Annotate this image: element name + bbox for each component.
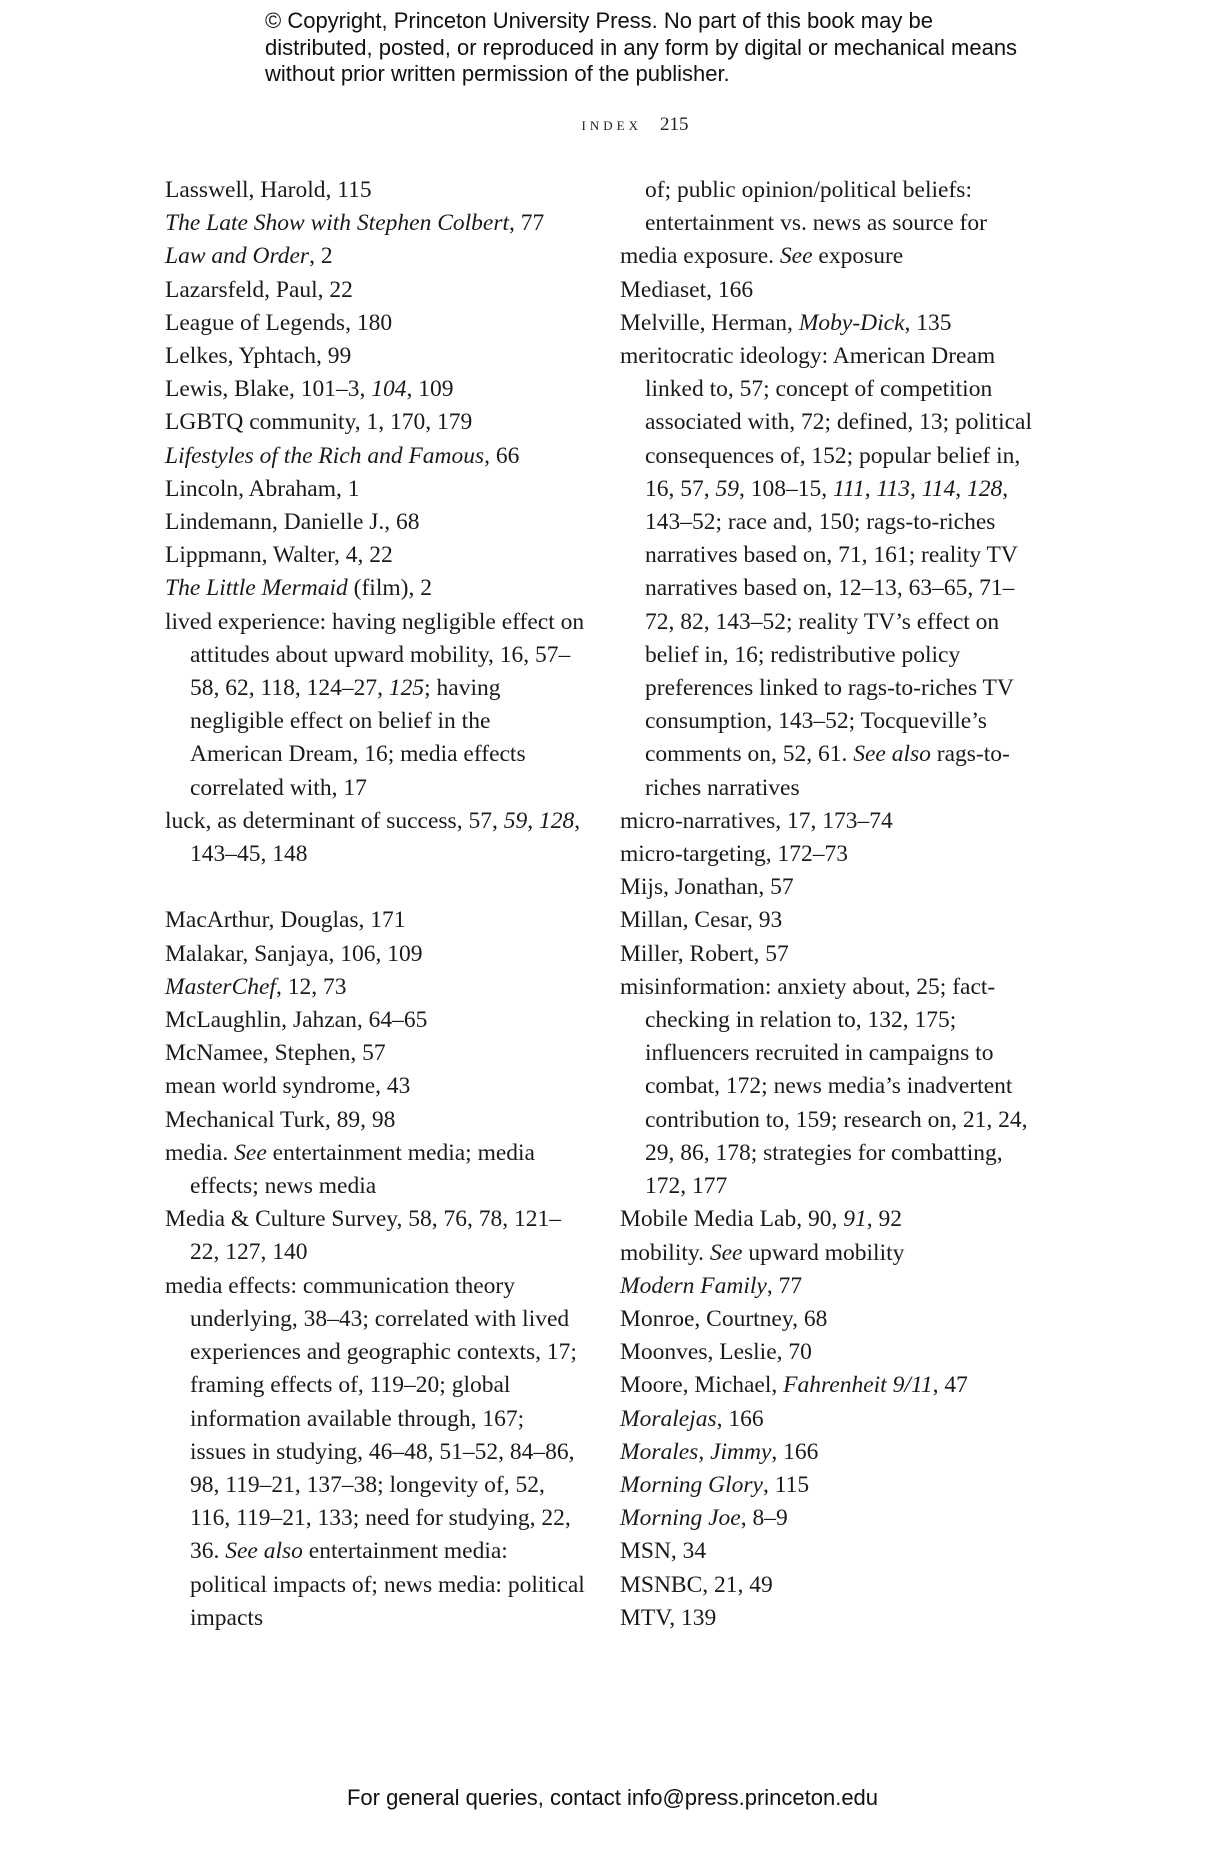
italic-text: The Little Mermaid	[165, 575, 348, 602]
entry-text: entertainment media; media effects; news media	[190, 1139, 535, 1200]
index-entry	[165, 805, 585, 871]
index-entry	[165, 440, 585, 473]
entry-text: media exposure.	[620, 243, 780, 270]
index-entry	[620, 1502, 1040, 1535]
italic-text: 125	[388, 675, 425, 702]
index-entry	[165, 174, 585, 207]
entry-text: , 77	[509, 210, 545, 237]
index-entry	[165, 506, 585, 539]
entry-text: Mechanical Turk, 89, 98	[165, 1106, 396, 1133]
entry-text: lived experience: having negligible effect on attitudes about upward mobility, 16, 57–58, 62, 118, 124–27,	[165, 608, 585, 702]
entry-text: Moonves, Leslie, 70	[620, 1339, 812, 1366]
entry-text: mobility.	[620, 1239, 710, 1266]
entry-text: Malakar, Sanjaya, 106, 109	[165, 940, 423, 967]
entry-text: ,	[527, 807, 539, 834]
entry-text: Lincoln, Abraham, 1	[165, 475, 360, 502]
entry-text: , 108–15,	[739, 475, 833, 502]
entry-text: , 8–9	[740, 1505, 788, 1532]
index-entry	[165, 406, 585, 439]
entry-text: , 115	[762, 1471, 810, 1498]
italic-text: 114	[921, 475, 956, 502]
index-entry	[165, 1037, 585, 1070]
index-entry	[165, 340, 585, 373]
italic-text: Morning Joe	[620, 1505, 741, 1532]
italic-text: See	[234, 1139, 267, 1166]
contact-footer: For general queries, contact info@press.princeton.edu	[346, 1785, 879, 1810]
entry-text: , 166	[771, 1438, 819, 1465]
entry-text: Mijs, Jonathan, 57	[620, 874, 794, 901]
index-entry	[165, 473, 585, 506]
entry-text: , 143–52; race and, 150; rags-to-riches narratives based on, 71, 161; reality TV narratives based on, 12–13, 63–65, 71–72, 82, 143–52; reality TV’s effect on belief in, 16; redistributive policy preferences linked to rags-to-riches TV consumption, 143–52; Tocqueville’s comments on, 52, 61.	[645, 475, 1018, 768]
entry-text: Lewis, Blake, 101–3,	[165, 376, 372, 403]
italic-text: 59	[715, 475, 739, 502]
italic-text: Law and Order	[165, 243, 310, 270]
italic-text: MasterChef	[165, 973, 276, 1000]
italic-text: Lifestyles of the Rich and Famous	[165, 442, 485, 469]
entry-text: McNamee, Stephen, 57	[165, 1040, 386, 1067]
index-entry	[620, 1569, 1040, 1602]
entry-text: , 135	[904, 309, 952, 336]
index-entry	[620, 1336, 1040, 1369]
index-entry	[620, 1469, 1040, 1502]
entry-text: misinformation: anxiety about, 25; fact-checking in relation to, 132, 175; influencers recruited in campaigns to combat, 172; news media’s inadvertent contribution to, 159; research on, 21, 24, 29, 86, 178; strategies for combatting, 172, 177	[620, 973, 1028, 1200]
index-entry	[620, 1203, 1040, 1236]
entry-text: MTV, 139	[620, 1604, 717, 1631]
index-entry	[620, 307, 1040, 340]
index-entry	[165, 207, 585, 240]
entry-text: micro-narratives, 17, 173–74	[620, 807, 893, 834]
entry-text: , 143–45, 148	[190, 807, 581, 868]
entry-text: Moore, Michael,	[620, 1372, 784, 1399]
italic-text: 128	[967, 475, 1003, 502]
entry-text: League of Legends, 180	[165, 309, 393, 336]
entry-text: , 12, 73	[275, 973, 347, 1000]
section-title: index	[581, 114, 642, 135]
index-entry	[165, 938, 585, 971]
italic-text: See	[709, 1239, 743, 1266]
index-column-left	[165, 174, 585, 1635]
entry-text: Monroe, Courtney, 68	[620, 1305, 828, 1332]
entry-text: , 109	[406, 376, 454, 403]
index-entry	[165, 1270, 585, 1635]
index-entry	[620, 938, 1040, 971]
italic-text: Morales, Jimmy	[620, 1438, 772, 1465]
entry-text: MSNBC, 21, 49	[620, 1571, 773, 1598]
entry-text: Media & Culture Survey, 58, 76, 78, 121–22, 127, 140	[165, 1206, 561, 1266]
index-entry	[165, 1203, 585, 1269]
entry-text: ,	[955, 475, 968, 502]
entry-text: McLaughlin, Jahzan, 64–65	[165, 1007, 428, 1034]
entry-text: Lelkes, Yphtach, 99	[165, 343, 352, 370]
entry-text: , 166	[716, 1405, 764, 1432]
italic-text: See	[779, 243, 813, 270]
index-entry	[620, 1436, 1040, 1469]
entry-text: (film), 2	[347, 575, 432, 602]
running-header	[0, 114, 1225, 136]
entry-text: entertainment media: political impacts of; news media: political impacts	[190, 1538, 585, 1631]
index-entry	[165, 606, 585, 805]
index-entry	[620, 971, 1040, 1203]
index-entry	[620, 805, 1040, 838]
italic-text: 59	[503, 807, 528, 834]
index-entry	[165, 904, 585, 937]
entry-text: MacArthur, Douglas, 171	[165, 907, 406, 934]
italic-text: 91	[843, 1206, 867, 1233]
index-entry-continued	[620, 174, 1040, 240]
index-entry	[620, 1602, 1040, 1635]
entry-text: MSN, 34	[620, 1538, 707, 1565]
italic-text: Morning Glory	[620, 1471, 763, 1498]
index-entry	[165, 1004, 585, 1037]
entry-text: rags-to-riches narratives	[645, 741, 1010, 801]
entry-text: Melville, Herman,	[620, 309, 799, 336]
index-entry	[620, 340, 1040, 805]
entry-text: ; having negligible effect on belief in the American Dream, 16; media effects correlated with, 17	[190, 675, 526, 801]
index-entry	[165, 572, 585, 605]
entry-text: exposure	[812, 243, 904, 270]
italic-text: See also	[225, 1538, 303, 1565]
index-entry	[620, 1303, 1040, 1336]
entry-text: Lindemann, Danielle J., 68	[165, 509, 420, 536]
entry-text: media effects: communication theory underlying, 38–43; correlated with lived experiences and geographic contexts, 17; framing effects of, 119–20; global information available through, 167; issues in studying, 46–48, 51–52, 84–86, 98, 119–21, 137–38; longevity of, 52, 116, 119–21, 133; need for studying, 22, 36.	[165, 1272, 577, 1565]
index-entry	[165, 971, 585, 1004]
entry-text: of; public opinion/political beliefs: entertainment vs. news as source for	[645, 177, 987, 237]
entry-text: luck, as determinant of success, 57,	[165, 807, 504, 834]
letter-group-gap	[165, 871, 585, 904]
entry-text: Miller, Robert, 57	[620, 940, 789, 967]
index-entry	[620, 838, 1040, 871]
index-column-right	[620, 174, 1040, 1635]
entry-text: Mobile Media Lab, 90,	[620, 1206, 844, 1233]
entry-text: Lippmann, Walter, 4, 22	[165, 542, 393, 569]
index-entry	[165, 539, 585, 572]
index-entry	[165, 373, 585, 406]
italic-text: Modern Family	[620, 1272, 767, 1299]
index-entry	[620, 1237, 1040, 1270]
index-entry	[620, 1403, 1040, 1436]
index-entry	[620, 1535, 1040, 1568]
index-entry	[165, 1137, 585, 1203]
index-entry	[165, 274, 585, 307]
entry-text: Lazarsfeld, Paul, 22	[165, 276, 353, 303]
italic-text: Moralejas	[620, 1405, 717, 1432]
entry-text: , 77	[766, 1272, 803, 1299]
entry-text: upward mobility	[742, 1239, 905, 1266]
entry-text: ,	[864, 475, 877, 502]
italic-text: 111	[833, 475, 865, 502]
entry-text: Millan, Cesar, 93	[620, 907, 783, 934]
italic-text: 128	[538, 807, 575, 834]
entry-text: , 47	[932, 1372, 968, 1399]
page-number: 215	[659, 114, 689, 135]
index-entry	[620, 240, 1040, 273]
entry-text: LGBTQ community, 1, 170, 179	[165, 409, 473, 436]
index-entry	[165, 1070, 585, 1103]
entry-text: Mediaset, 166	[620, 276, 754, 303]
index-entry	[620, 1270, 1040, 1303]
index-entry	[165, 307, 585, 340]
index-entry	[620, 274, 1040, 307]
index-entry	[620, 904, 1040, 937]
italic-text: See also	[853, 741, 931, 768]
index-entry	[620, 871, 1040, 904]
entry-text: micro-targeting, 172–73	[620, 841, 848, 868]
entry-text: , 66	[484, 442, 520, 469]
entry-text: meritocratic ideology: American Dream linked to, 57; concept of competition associated with, 72; defined, 13; political consequences of, 152; popular belief in, 16, 57,	[620, 343, 1033, 502]
italic-text: Moby-Dick	[798, 309, 905, 336]
italic-text: The Late Show with Stephen Colbert	[165, 210, 510, 237]
italic-text: 113	[876, 475, 911, 502]
entry-text: media.	[165, 1139, 235, 1166]
entry-text: , 2	[309, 243, 333, 270]
copyright-notice: © Copyright, Princeton University Press. No part of this book may be distributed, posted, or reproduced in any form by digital or mechanical means without prior written permission of the publisher.	[265, 8, 1018, 86]
entry-text: Lasswell, Harold, 115	[165, 177, 372, 203]
entry-text: ,	[910, 475, 922, 502]
italic-text: Fahrenheit 9/11	[783, 1372, 933, 1399]
entry-text: , 92	[866, 1206, 902, 1233]
index-entry	[165, 1104, 585, 1137]
index-entry	[165, 240, 585, 273]
entry-text: mean world syndrome, 43	[165, 1073, 411, 1100]
index-entry	[620, 1369, 1040, 1402]
italic-text: 104	[371, 376, 407, 403]
